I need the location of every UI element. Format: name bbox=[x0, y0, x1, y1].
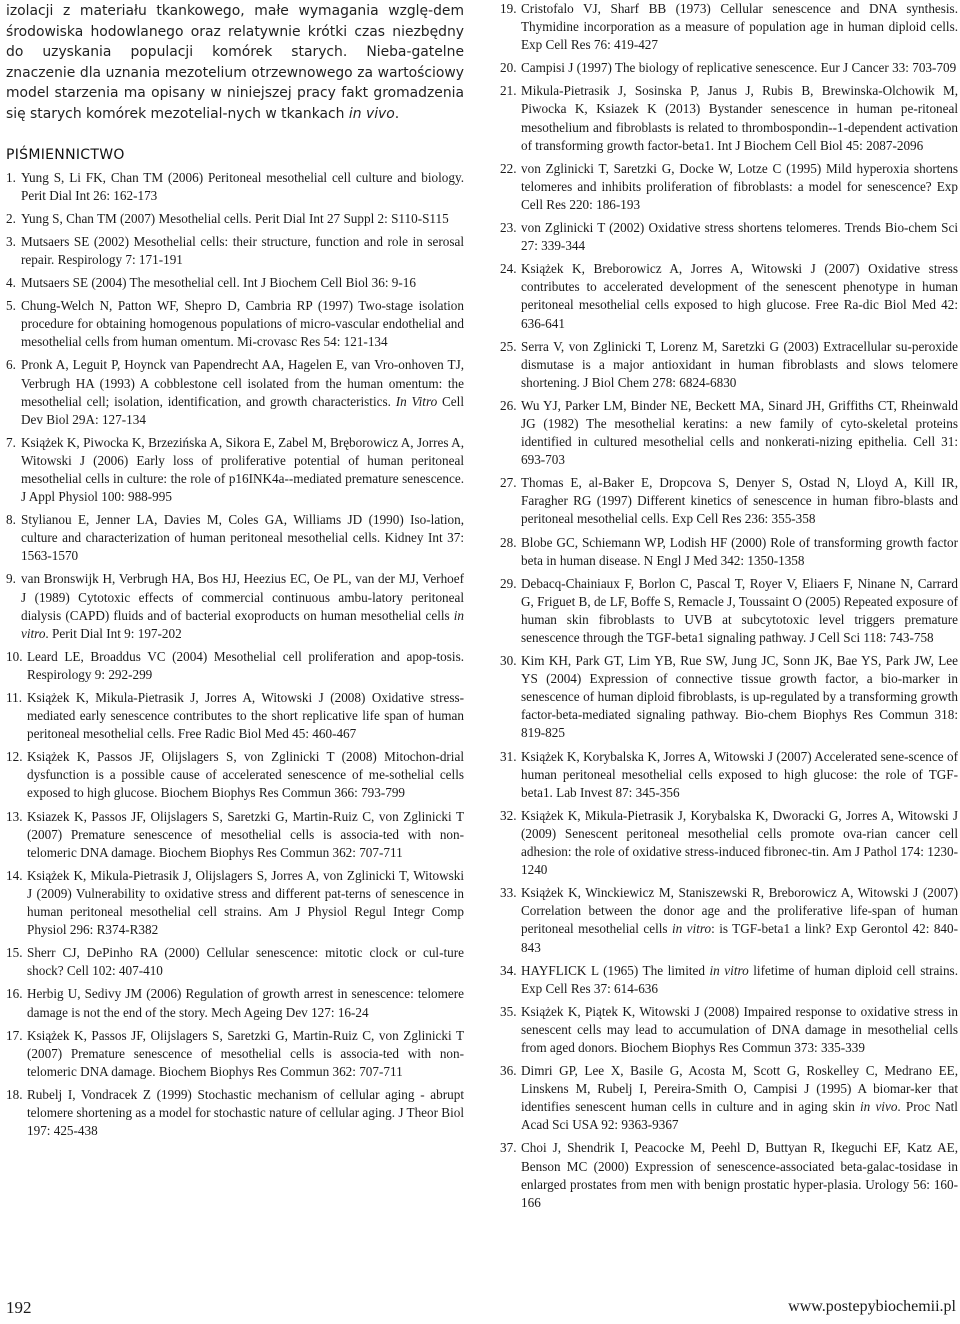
references-heading: PIŚMIENNICTWO bbox=[6, 146, 125, 163]
reference-text: Książek K, Breborowicz A, Jorres A, Witowski J (2007) Oxidative stress contributes to accelerated development of the senescent phenotype in human peritoneal mesothelial cells exposed to high glucose. Free Ra-dic Biol Med 42: 636-641 bbox=[521, 261, 958, 331]
reference-number: 31. bbox=[500, 748, 517, 764]
reference-italic: In Vitro bbox=[395, 393, 438, 409]
reference-number: 32. bbox=[500, 807, 517, 823]
right-column bbox=[500, 0, 958, 1217]
reference-text: lifetime of human diploid cell strains. Exp Cell Res 37: 614-636 bbox=[521, 962, 958, 996]
reference-text: Książek K, Piwocka K, Brzezińska A, Sikora E, Zabel M, Bręborowicz A, Jorres A, Witowski J (2006) Early loss of proliferative potential of human peritoneal mesothelial cells in culture: the role of p16INK4a--mediated premature senescence. J Appl Physiol 100: 988-995 bbox=[21, 434, 464, 505]
reference-text: Kim KH, Park GT, Lim YB, Rue SW, Jung JC, Sonn JK, Bae YS, Park JW, Lee YS (2004) Expression of connective tissue growth factor, a bio-marker in senescence of human diploid fibroblasts, is up-regulated by a transforming growth factor-beta-mediated signaling pathway. Bio-chem Biophys Res Commun 318: 819-825 bbox=[521, 653, 958, 741]
reference-item bbox=[6, 169, 464, 205]
reference-text: Rubelj I, Vondracek Z (1999) Stochastic mechanism of cellular aging - abrupt telomere shortening as a model for stochastic nature of cellular aging. J Theor Biol 197: 425-438 bbox=[27, 1086, 465, 1139]
reference-number: 20. bbox=[500, 60, 517, 76]
reference-item bbox=[6, 944, 464, 980]
reference-text: Thomas E, al-Baker E, Dropcova S, Denyer S, Ostad N, Lloyd A, Kill IR, Faragher RG (1997) Different kinetics of senescence in human fibro-blasts and peritoneal mesothelial cells. Exp Cell Res 236: 355-358 bbox=[521, 475, 958, 527]
reference-number: 34. bbox=[500, 962, 517, 978]
reference-item bbox=[500, 884, 958, 956]
reference-item bbox=[500, 1139, 958, 1211]
page-number: 192 bbox=[6, 1298, 32, 1317]
reference-text: Cell Dev Biol 29A: 127-134 bbox=[21, 393, 464, 427]
reference-italic: in vitro bbox=[21, 607, 464, 641]
reference-item bbox=[6, 297, 464, 351]
reference-item bbox=[6, 1086, 464, 1140]
reference-text: Mutsaers SE (2002) Mesothelial cells: their structure, function and role in serosal repair. Respirology 7: 171-191 bbox=[21, 233, 464, 267]
reference-item bbox=[500, 474, 958, 528]
reference-number: 13. bbox=[6, 808, 23, 824]
reference-item bbox=[500, 338, 958, 392]
reference-text: Mutsaers SE (2004) The mesothelial cell. Int J Biochem Cell Biol 36: 9-16 bbox=[21, 275, 416, 291]
reference-number: 25. bbox=[500, 338, 517, 354]
reference-text: Ksiazek K, Passos JF, Olijslagers S, Saretzki G, Martin-Ruiz C, von Zglinicki T (2007) Premature senescence of mesothelial cells is associa-ted with non-telomeric DNA damage. Biochem Biophys Res Commun 362: 707-711 bbox=[27, 808, 464, 860]
reference-text: Książek K, Winckiewicz M, Staniszewski R, Breborowicz A, Witowski J (2007) Correlation between the donor age and the proliferative life-span of human peritoneal mesothelial cells bbox=[521, 885, 958, 937]
reference-number: 9. bbox=[6, 571, 16, 587]
reference-item bbox=[500, 397, 958, 469]
reference-item bbox=[6, 210, 464, 228]
reference-item bbox=[6, 434, 464, 506]
reference-item bbox=[6, 233, 464, 269]
reference-text: Chung-Welch N, Patton WF, Shepro D, Cambria RP (1997) Two-stage isolation procedure for obtaining homogenous populations of micro-vascular endothelial and mesothelial cells from human omentum. Mi-crovasc Res 54: 121-134 bbox=[21, 298, 464, 350]
reference-item bbox=[6, 748, 464, 802]
reference-text: Herbig U, Sedivy JM (2006) Regulation of growth arrest in senescence: telomere damage is not the end of the story. Mech Ageing Dev 127: 16-24 bbox=[27, 986, 464, 1020]
reference-italic: in vitro bbox=[709, 962, 749, 978]
reference-text: : is TGF-beta1 a link? Exp Gerontol 42: 840-843 bbox=[521, 921, 958, 955]
reference-italic: in vitro bbox=[671, 921, 712, 937]
reference-text: Cristofalo VJ, Sharf BB (1973) Cellular senescence and DNA synthesis. Thymidine incorporation as a measure of population age in human diploid cells. Exp Cell Res 76: 419-427 bbox=[521, 1, 958, 53]
reference-text: Leard LE, Broaddus VC (2004) Mesothelial cell proliferation and apop-tosis. Respirology 9: 292-299 bbox=[27, 648, 464, 682]
reference-item bbox=[500, 748, 958, 802]
reference-number: 23. bbox=[500, 220, 517, 236]
reference-text: Książek K, Passos JF, Olijslagers S, Saretzki G, Martin-Ruiz C, von Zglinicki T (2007) Premature senescence of mesothelial cells is associa-ted with non-telomeric DNA damage. Biochem Biophys Res Commun 362: 707-711 bbox=[27, 1027, 464, 1079]
reference-text: Stylianou E, Jenner LA, Davies M, Coles GA, Williams JD (1990) Iso-lation, culture and characterization of human peritoneal mesothelial cells. Kidney Int 37: 1563-1570 bbox=[21, 512, 464, 564]
reference-text: Sherr CJ, DePinho RA (2000) Cellular senescence: mitotic clock or cul-ture shock? Cell 102: 407-410 bbox=[27, 945, 464, 979]
reference-item bbox=[500, 575, 958, 647]
reference-text: Wu YJ, Parker LM, Binder NE, Beckett MA, Sinard JH, Griffiths CT, Rheinwald JG (1982) The mesothelial keratins: a new family of cyto-skeletal proteins identified in cultured mesothelial cells and nonkerati-nizing epithelia. Cell 31: 693-703 bbox=[521, 397, 958, 468]
website-link[interactable]: www.postepybiochemii.pl bbox=[788, 1298, 956, 1315]
reference-text: van Bronswijk H, Verbrugh HA, Bos HJ, Heezius EC, Oe PL, van der MJ, Verhoef J (1989) Cytotoxic effects of commercial continuous ambu-latory peritoneal dialysis (CAPD) fluids and of bacterial exoproducts on human mesothelial cells bbox=[21, 571, 464, 623]
reference-item bbox=[500, 534, 958, 570]
reference-number: 27. bbox=[500, 475, 517, 491]
reference-text: Campisi J (1997) The biology of replicative senescence. Eur J Cancer 33: 703-709 bbox=[521, 60, 957, 76]
reference-text: Dimri GP, Lee X, Basile G, Acosta M, Scott G, Roskelley C, Medrano EE, Linskens M, Rubelj I, Pereira-Smith O, Campisi J (1995) A biomar-ker that identifies senescent human cells in culture and in aging skin bbox=[521, 1063, 958, 1115]
reference-item bbox=[500, 59, 958, 77]
reference-text: Yung S, Chan TM (2007) Mesothelial cells. Perit Dial Int 27 Suppl 2: S110-S115 bbox=[21, 210, 449, 226]
reference-number: 24. bbox=[500, 261, 517, 277]
reference-text: Debacq-Chainiaux F, Borlon C, Pascal T, Royer V, Eliaers F, Ninane N, Carrard G, Friguet B, de LF, Boffe S, Remacle J, Toussaint O (2005) Repeated exposure of human skin fibroblasts to UVB at subcytotoxic level triggers premature senescence through the TGF-beta1 signaling pathway. J Cell Sci 118: 743-758 bbox=[521, 575, 958, 645]
reference-number: 37. bbox=[500, 1140, 517, 1156]
reference-number: 26. bbox=[500, 397, 517, 413]
reference-number: 22. bbox=[500, 160, 517, 176]
reference-item bbox=[6, 689, 464, 743]
reference-item bbox=[6, 867, 464, 939]
reference-text: Yung S, Li FK, Chan TM (2006) Peritoneal mesothelial cell culture and biology. Perit Dial Int 26: 162-173 bbox=[21, 169, 464, 203]
reference-text: von Zglinicki T (2002) Oxidative stress shortens telomeres. Trends Bio-chem Sci 27: 339-344 bbox=[521, 220, 958, 254]
intro-paragraph: izolacji z materiału tkankowego, małe wymagania wzglę-dem środowiska hodowlanego oraz relatywnie krótki czas niezbędny do uzyskania populacji komórek starych. Nieba-gatelne znaczenie dla uznania mezotelium otrzewnowego za wartościowy model starzenia ma opisany w niniejszej pracy fakt gromadzenia się starych komórek mezotelial-nych w tkankach in vivo. bbox=[6, 3, 464, 122]
reference-number: 5. bbox=[6, 298, 16, 314]
reference-number: 15. bbox=[6, 945, 23, 961]
reference-item bbox=[500, 82, 958, 154]
reference-text: Książek K, Mikula-Pietrasik J, Jorres A, Witowski J (2008) Oxidative stress-mediated early senescence contributes to the short replicative life span of human peritoneal mesothelial cells. Free Radic Biol Med 45: 460-467 bbox=[27, 690, 464, 742]
reference-number: 19. bbox=[500, 1, 517, 16]
reference-text: Książek K, Passos JF, Olijslagers S, von Zglinicki T (2008) Mitochon-drial dysfunction is a possible cause of accelerated senescence of me-sothelial cells exposed to high glucose. Biochem Biophys Res Commun 366: 793-799 bbox=[27, 749, 464, 801]
reference-number: 1. bbox=[6, 169, 16, 185]
reference-italic: in vivo bbox=[860, 1099, 898, 1115]
reference-number: 21. bbox=[500, 83, 517, 99]
reference-text: von Zglinicki T, Saretzki G, Docke W, Lotze C (1995) Mild hyperoxia shortens telomeres and inhibits proliferation of fibroblasts: a model for senescence? Exp Cell Res 220: 186-193 bbox=[521, 160, 958, 212]
reference-item bbox=[6, 985, 464, 1021]
reference-number: 10. bbox=[6, 648, 23, 664]
reference-number: 4. bbox=[6, 275, 16, 291]
reference-item bbox=[500, 1062, 958, 1134]
reference-item bbox=[6, 274, 464, 292]
references-list-left bbox=[6, 169, 464, 1141]
reference-text: Serra V, von Zglinicki T, Lorenz M, Saretzki G (2003) Extracellular su-peroxide dismutase is a major antioxidant in human fibroblasts and slows telomere shortening. J Biol Chem 278: 6824-6830 bbox=[521, 338, 958, 390]
reference-item bbox=[6, 1027, 464, 1081]
left-column bbox=[6, 0, 464, 1145]
reference-number: 12. bbox=[6, 749, 23, 765]
intro-italic: in vivo bbox=[348, 105, 395, 122]
reference-number: 14. bbox=[6, 867, 23, 883]
reference-text: Książek K, Mikula-Pietrasik J, Korybalska K, Dworacki G, Jorres A, Witowski J (2009) Senescent peritoneal mesothelial cells promote ova-rian cancer cell adhesion: the role of oxidative stress-induced fibronec-tin. Am J Pathol 174: 1230-1240 bbox=[521, 807, 958, 878]
reference-text: Książek K, Piątek K, Witowski J (2008) Impaired response to oxidative stress in senescent cells may lead to accumulation of DNA damage in mesothelial cells from aged donors. Biochem Biophys Res Commun 373: 335-339 bbox=[521, 1003, 958, 1055]
reference-item bbox=[6, 648, 464, 684]
reference-item bbox=[6, 356, 464, 428]
reference-text: Pronk A, Leguit P, Hoynck van Papendrecht AA, Hagelen E, van Vro-onhoven TJ, Verbrugh HA (1993) A cobblestone cell isolated from the human omentum: the mesothelial cell; isolation, identification, and growth characteristics. bbox=[21, 357, 464, 409]
reference-text: Mikula-Pietrasik J, Sosinska P, Janus J, Rubis B, Brewinska-Olchowik M, Piwocka K, Ksiazek K (2013) Bystander senescence in human pe-ritoneal mesothelium and fibroblasts is related to thrombospondin--1-dependent activation of transforming growth factor-beta1. Int J Biochem Cell Biol 45: 2087-2096 bbox=[521, 83, 958, 153]
reference-number: 2. bbox=[6, 210, 16, 226]
reference-number: 3. bbox=[6, 233, 16, 249]
reference-item bbox=[6, 511, 464, 565]
reference-item bbox=[6, 570, 464, 642]
reference-number: 33. bbox=[500, 885, 517, 901]
reference-text: . Proc Natl Acad Sci USA 92: 9363-9367 bbox=[521, 1099, 958, 1133]
reference-number: 16. bbox=[6, 986, 23, 1002]
reference-number: 11. bbox=[6, 690, 22, 705]
reference-number: 7. bbox=[6, 434, 16, 450]
reference-item bbox=[500, 160, 958, 214]
reference-number: 28. bbox=[500, 534, 517, 550]
reference-item bbox=[500, 219, 958, 255]
reference-number: 8. bbox=[6, 512, 16, 528]
reference-number: 6. bbox=[6, 357, 16, 373]
reference-number: 36. bbox=[500, 1063, 517, 1079]
reference-text: . Perit Dial Int 9: 197-202 bbox=[45, 625, 182, 641]
reference-text: HAYFLICK L (1965) The limited bbox=[521, 962, 710, 978]
reference-text: Książek K, Mikula-Pietrasik J, Olijslagers S, Jorres A, von Zglinicki T, Witowski J (2009) Vulnerability to oxidative stress and different pat-terns of senescence in human peritoneal mesothelial cell strains. Am J Physiol Regul Integr Comp Physiol 296: R374-R382 bbox=[27, 867, 464, 938]
reference-number: 18. bbox=[6, 1086, 23, 1102]
reference-item bbox=[500, 260, 958, 332]
references-list-right bbox=[500, 0, 958, 1212]
reference-number: 17. bbox=[6, 1027, 23, 1043]
reference-number: 35. bbox=[500, 1003, 517, 1019]
reference-text: Blobe GC, Schiemann WP, Lodish HF (2000) Role of transforming growth factor beta in human disease. N Engl J Med 342: 1350-1358 bbox=[521, 534, 958, 568]
reference-text: Choi J, Shendrik I, Peacocke M, Peehl D, Buttyan R, Ikeguchi EF, Katz AE, Benson MC (2000) Expression of senescence-associated beta-galac-tosidase in enlarged prostates from men with benign prostatic hyper-plasia. Urology 56: 160-166 bbox=[521, 1140, 958, 1210]
reference-number: 29. bbox=[500, 575, 517, 591]
reference-item bbox=[500, 652, 958, 742]
reference-item bbox=[500, 0, 958, 54]
reference-item bbox=[6, 808, 464, 862]
reference-number: 30. bbox=[500, 653, 517, 669]
reference-item bbox=[500, 962, 958, 998]
reference-item bbox=[500, 1003, 958, 1057]
reference-text: Książek K, Korybalska K, Jorres A, Witowski J (2007) Accelerated sene-scence of human peritoneal mesothelial cells exposed to high glucose: the role of TGF-beta1. Lab Invest 87: 345-356 bbox=[521, 748, 958, 800]
reference-item bbox=[500, 807, 958, 879]
